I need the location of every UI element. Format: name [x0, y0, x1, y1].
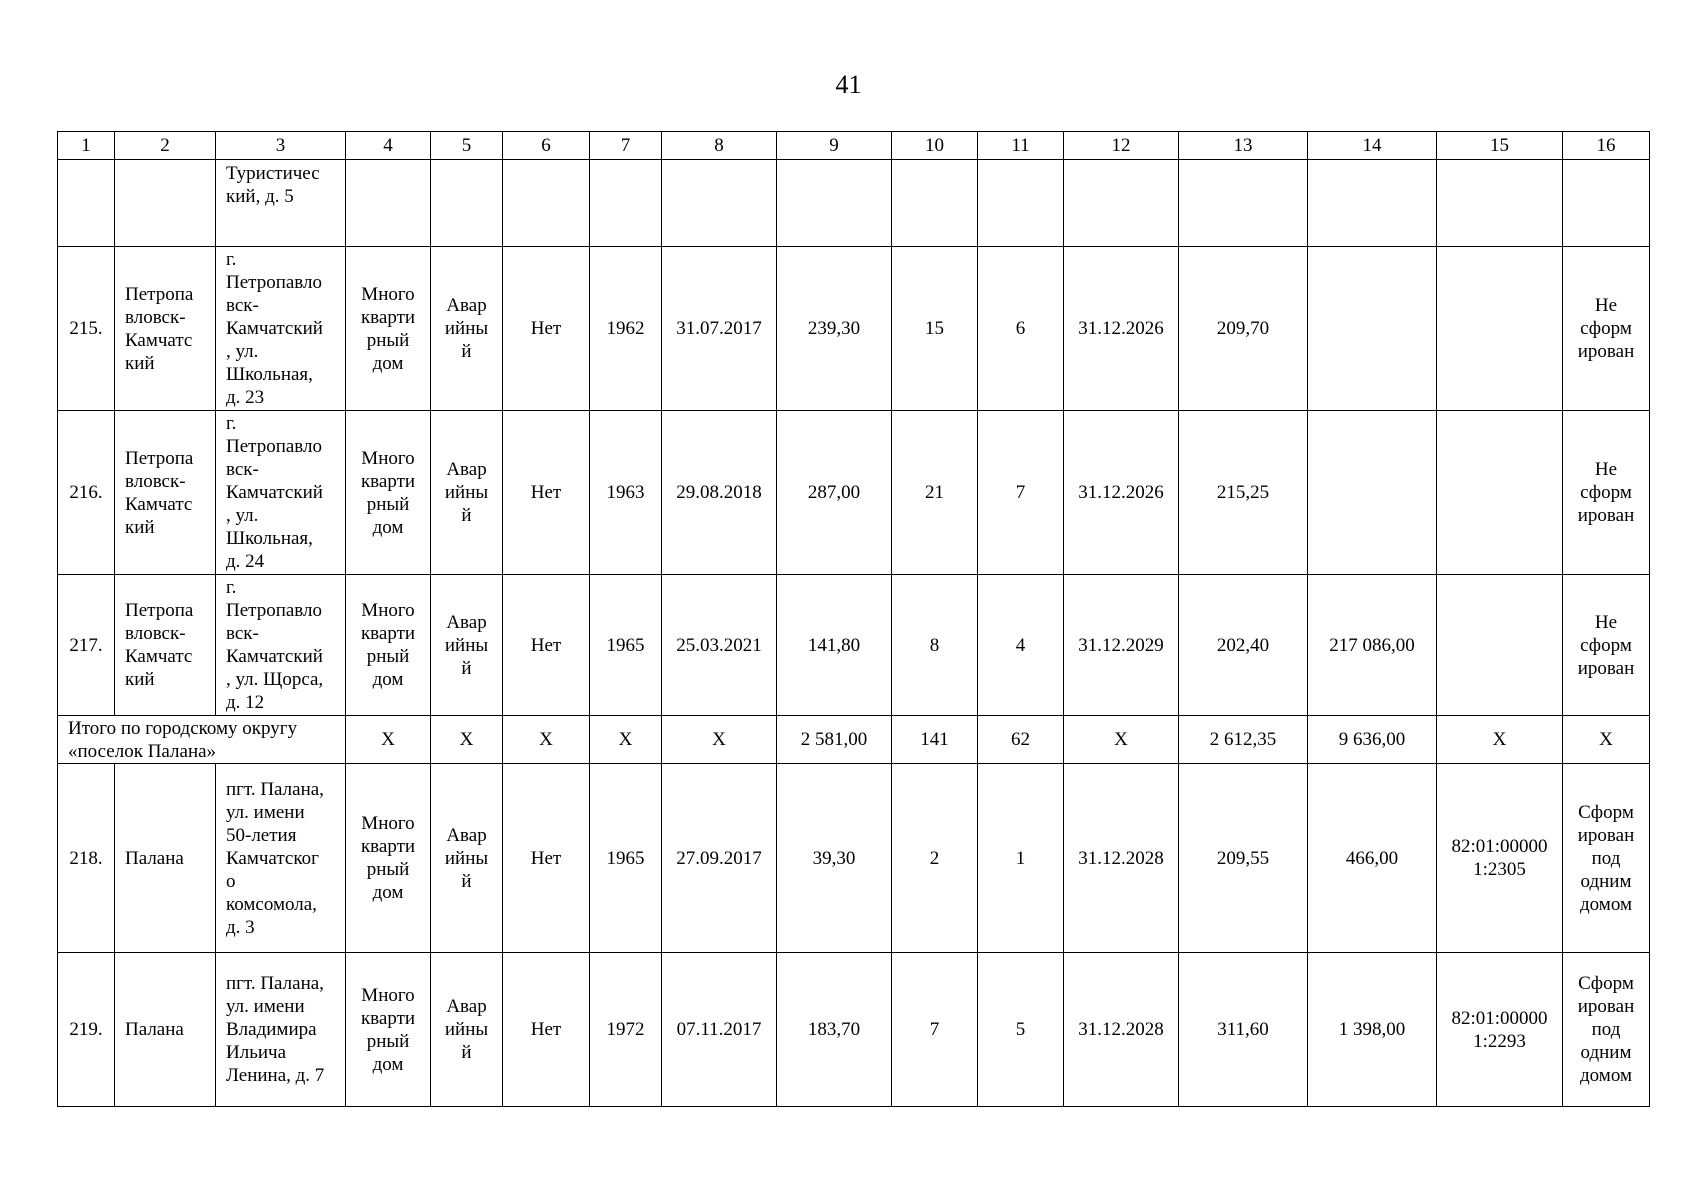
- cell-date: 25.03.2021: [662, 575, 777, 716]
- cell-cost: [1179, 160, 1308, 247]
- total-label: Итого по городскому округу «поселок Палана»: [58, 716, 346, 764]
- cell-rooms: 4: [978, 575, 1064, 716]
- column-number: 11: [978, 132, 1064, 160]
- cell-type: Много кварти рный дом: [346, 575, 431, 716]
- housing-registry-table: [57, 131, 1650, 1107]
- cell-deadline: 31.12.2029: [1064, 575, 1179, 716]
- cell-cost: 209,55: [1179, 764, 1308, 953]
- cell-num: 215.: [58, 247, 115, 411]
- cell-state: Авар ийны й: [431, 411, 503, 575]
- cell-type: Много кварти рный дом: [346, 953, 431, 1107]
- cell-type: Много кварти рный дом: [346, 411, 431, 575]
- total-cell: X: [590, 716, 662, 764]
- cell-cost: 311,60: [1179, 953, 1308, 1107]
- cell-residents: [892, 160, 978, 247]
- column-number: 3: [216, 132, 346, 160]
- total-row: [58, 716, 1650, 764]
- cell-flag: Нет: [503, 575, 590, 716]
- cell-municipality: Петропа вловск- Камчатс кий: [115, 575, 216, 716]
- cell-residents: 15: [892, 247, 978, 411]
- cell-land: Не сформ ирован: [1563, 411, 1650, 575]
- column-number: 13: [1179, 132, 1308, 160]
- cell-amount: 1 398,00: [1308, 953, 1437, 1107]
- column-number: 4: [346, 132, 431, 160]
- column-number: 16: [1563, 132, 1650, 160]
- cell-municipality: Петропа вловск- Камчатс кий: [115, 411, 216, 575]
- cell-flag: Нет: [503, 764, 590, 953]
- cell-year: [590, 160, 662, 247]
- cell-cost: 209,70: [1179, 247, 1308, 411]
- cell-residents: 2: [892, 764, 978, 953]
- cell-municipality: [115, 160, 216, 247]
- page-number: 41: [835, 70, 862, 99]
- cell-rooms: [978, 160, 1064, 247]
- cell-date: 27.09.2017: [662, 764, 777, 953]
- cell-state: Авар ийны й: [431, 575, 503, 716]
- total-cell: X: [431, 716, 503, 764]
- cell-address: г. Петропавло вск- Камчатский , ул. Щорса, д. 12: [216, 575, 346, 716]
- cell-amount: 466,00: [1308, 764, 1437, 953]
- total-amount: 9 636,00: [1308, 716, 1437, 764]
- cell-address: г. Петропавло вск- Камчатский , ул. Школьная, д. 23: [216, 247, 346, 411]
- cell-rooms: 6: [978, 247, 1064, 411]
- column-number: 12: [1064, 132, 1179, 160]
- cell-deadline: 31.12.2028: [1064, 953, 1179, 1107]
- cell-flag: Нет: [503, 953, 590, 1107]
- total-cell: X: [1563, 716, 1650, 764]
- cell-num: [58, 160, 115, 247]
- column-number: 1: [58, 132, 115, 160]
- cell-flag: Нет: [503, 247, 590, 411]
- cell-land: Не сформ ирован: [1563, 575, 1650, 716]
- cell-address: пгт. Палана, ул. имени 50-летия Камчатског о комсомола, д. 3: [216, 764, 346, 953]
- column-number: 9: [777, 132, 892, 160]
- cell-date: 31.07.2017: [662, 247, 777, 411]
- table-row: [58, 247, 1650, 411]
- total-cost: 2 612,35: [1179, 716, 1308, 764]
- cell-date: 07.11.2017: [662, 953, 777, 1107]
- column-number: 7: [590, 132, 662, 160]
- cell-amount: [1308, 247, 1437, 411]
- column-number: 14: [1308, 132, 1437, 160]
- column-number: 6: [503, 132, 590, 160]
- table-row: [58, 575, 1650, 716]
- cell-type: Много кварти рный дом: [346, 247, 431, 411]
- column-number: 15: [1437, 132, 1563, 160]
- cell-municipality: Петропа вловск- Камчатс кий: [115, 247, 216, 411]
- table-row: [58, 953, 1650, 1107]
- cell-cost: 215,25: [1179, 411, 1308, 575]
- cell-year: 1963: [590, 411, 662, 575]
- cell-year: 1972: [590, 953, 662, 1107]
- cell-cadastral: 82:01:00000 1:2305: [1437, 764, 1563, 953]
- cell-state: [431, 160, 503, 247]
- cell-area: 239,30: [777, 247, 892, 411]
- cell-state: Авар ийны й: [431, 953, 503, 1107]
- cell-address: г. Петропавло вск- Камчатский , ул. Школьная, д. 24: [216, 411, 346, 575]
- cell-rooms: 1: [978, 764, 1064, 953]
- total-cell: X: [1437, 716, 1563, 764]
- total-area: 2 581,00: [777, 716, 892, 764]
- cell-cadastral: [1437, 411, 1563, 575]
- column-number: 10: [892, 132, 978, 160]
- column-number-row: [58, 132, 1650, 160]
- table-row: [58, 411, 1650, 575]
- cell-cadastral: [1437, 160, 1563, 247]
- cell-cadastral: 82:01:00000 1:2293: [1437, 953, 1563, 1107]
- cell-land: Сформ ирован под одним домом: [1563, 953, 1650, 1107]
- cell-num: 218.: [58, 764, 115, 953]
- cell-deadline: 31.12.2028: [1064, 764, 1179, 953]
- cell-date: [662, 160, 777, 247]
- cell-area: 39,30: [777, 764, 892, 953]
- cell-land: Не сформ ирован: [1563, 247, 1650, 411]
- cell-amount: 217 086,00: [1308, 575, 1437, 716]
- cell-land: [1563, 160, 1650, 247]
- cell-amount: [1308, 411, 1437, 575]
- cell-area: 183,70: [777, 953, 892, 1107]
- cell-area: [777, 160, 892, 247]
- cell-num: 217.: [58, 575, 115, 716]
- cell-rooms: 5: [978, 953, 1064, 1107]
- cell-type: [346, 160, 431, 247]
- cell-residents: 7: [892, 953, 978, 1107]
- cell-deadline: 31.12.2026: [1064, 247, 1179, 411]
- cell-year: 1962: [590, 247, 662, 411]
- cell-cadastral: [1437, 247, 1563, 411]
- cell-address: пгт. Палана, ул. имени Владимира Ильича Ленина, д. 7: [216, 953, 346, 1107]
- column-number: 2: [115, 132, 216, 160]
- column-number: 5: [431, 132, 503, 160]
- cell-type: Много кварти рный дом: [346, 764, 431, 953]
- cell-flag: Нет: [503, 411, 590, 575]
- cell-year: 1965: [590, 764, 662, 953]
- cell-flag: [503, 160, 590, 247]
- cell-state: Авар ийны й: [431, 247, 503, 411]
- total-cell: X: [662, 716, 777, 764]
- cell-address: Туристичес кий, д. 5: [216, 160, 346, 247]
- cell-municipality: Палана: [115, 764, 216, 953]
- cell-num: 216.: [58, 411, 115, 575]
- cell-area: 287,00: [777, 411, 892, 575]
- cell-residents: 21: [892, 411, 978, 575]
- table-row-continuation: [58, 160, 1650, 247]
- cell-deadline: [1064, 160, 1179, 247]
- total-rooms: 62: [978, 716, 1064, 764]
- total-residents: 141: [892, 716, 978, 764]
- cell-amount: [1308, 160, 1437, 247]
- total-cell: X: [346, 716, 431, 764]
- total-cell: X: [503, 716, 590, 764]
- column-number: 8: [662, 132, 777, 160]
- cell-municipality: Палана: [115, 953, 216, 1107]
- cell-rooms: 7: [978, 411, 1064, 575]
- cell-year: 1965: [590, 575, 662, 716]
- cell-cost: 202,40: [1179, 575, 1308, 716]
- cell-land: Сформ ирован под одним домом: [1563, 764, 1650, 953]
- cell-cadastral: [1437, 575, 1563, 716]
- cell-date: 29.08.2018: [662, 411, 777, 575]
- total-cell: X: [1064, 716, 1179, 764]
- cell-state: Авар ийны й: [431, 764, 503, 953]
- cell-residents: 8: [892, 575, 978, 716]
- cell-deadline: 31.12.2026: [1064, 411, 1179, 575]
- cell-num: 219.: [58, 953, 115, 1107]
- cell-area: 141,80: [777, 575, 892, 716]
- table-row: [58, 764, 1650, 953]
